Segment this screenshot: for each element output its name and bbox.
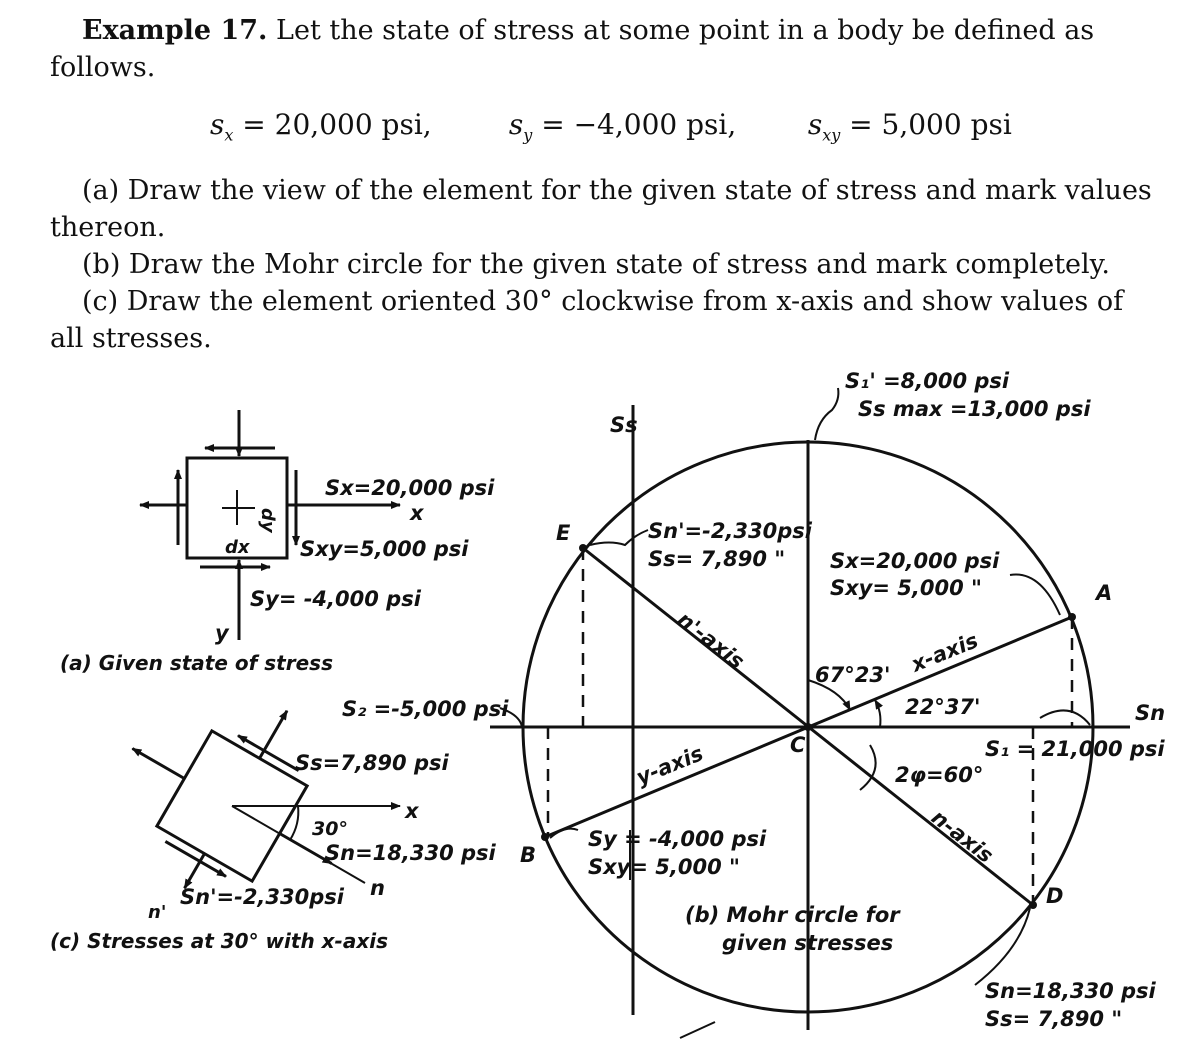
fig-c-snp-label: Sn'=-2,330psi <box>180 885 344 909</box>
x-axis-label: x-axis <box>907 628 982 677</box>
fig-a-sx-label: Sx=20,000 psi <box>325 476 495 500</box>
e-note-2: Ss= 7,890 " <box>648 547 786 571</box>
part-b: (b) Draw the Mohr circle for the given state of stress and mark completely. <box>82 249 1110 280</box>
mohr-caption-1: (b) Mohr circle for <box>685 903 900 927</box>
d-note-2: Ss= 7,890 " <box>985 1007 1123 1031</box>
point-e-label: E <box>556 521 571 545</box>
d-leader <box>975 908 1030 985</box>
example-label: Example 17. <box>82 15 268 46</box>
fig-a-y-axis: y <box>215 621 229 645</box>
fig-c-n-axis: n <box>370 876 385 900</box>
sn-axis-label: Sn <box>1135 701 1166 725</box>
fig-c-np-axis: n' <box>148 902 167 923</box>
given-sy: $s_y = -4,000$ psi, <box>508 108 737 145</box>
fig-a-x-axis: x <box>410 501 424 525</box>
b-note-1: Sy = -4,000 psi <box>588 827 767 851</box>
top-note-2: Ss max =13,000 psi <box>858 397 1091 421</box>
a-note-2: Sxy= 5,000 " <box>830 576 982 600</box>
two-phi-label: 2φ=60° <box>895 763 984 787</box>
s1-note: S₁ = 21,000 psi <box>985 737 1165 761</box>
y-axis-label: y-axis <box>632 741 707 790</box>
mohr-caption-2: given stresses <box>722 931 894 955</box>
point-d-label: D <box>1046 884 1064 908</box>
point-a-dot <box>1068 613 1076 621</box>
a-note-1: Sx=20,000 psi <box>830 549 1000 573</box>
n-axis-label: n-axis <box>926 805 998 868</box>
angle-67: 67°23' <box>815 663 891 687</box>
fig-c-caption: (c) Stresses at 30° with x-axis <box>50 929 388 953</box>
fig-a-caption: (a) Given state of stress <box>60 651 333 675</box>
sn-arrow-left <box>132 749 184 779</box>
fig-c-x-axis: x <box>405 799 419 823</box>
b-note-2: Sxy= 5,000 " <box>588 855 740 879</box>
fig-a-dx: dx <box>225 537 250 558</box>
fig-a-sy-label: Sy= -4,000 psi <box>250 587 421 611</box>
fig-c-angle: 30° <box>312 818 348 840</box>
d-note-1: Sn=18,330 psi <box>985 979 1156 1003</box>
ss-axis-label: Ss <box>610 413 638 437</box>
s1-leader <box>1040 710 1090 725</box>
given-sxy: $s_{xy} = 5,000$ psi <box>807 108 1012 145</box>
given-sx: $s_x = 20,000$ psi, <box>210 108 432 145</box>
e-note-1: Sn'=-2,330psi <box>648 519 812 543</box>
part-c: (c) Draw the element oriented 30° clockwise from x-axis and show values of all stresses. <box>50 286 1124 354</box>
fig-c-sn-label: Sn=18,330 psi <box>325 841 496 865</box>
np-axis-label: n'-axis <box>672 607 749 674</box>
point-b-label: B <box>520 843 537 867</box>
center-label: C <box>790 733 806 757</box>
center-dot <box>804 723 812 731</box>
angle-2phi-arc <box>860 745 876 790</box>
fig-c-ss-label: Ss=7,890 psi <box>295 751 449 775</box>
top-note-1: S₁' =8,000 psi <box>845 369 1010 393</box>
statement-text: Let the state of stress at some point in a body be defined as follows. <box>50 15 1095 83</box>
fig-a-sxy-label: Sxy=5,000 psi <box>300 537 469 561</box>
point-b-dot <box>541 833 549 841</box>
part-a: (a) Draw the view of the element for the given state of stress and mark values thereon. <box>50 175 1152 243</box>
angle-22-arc <box>875 700 880 727</box>
point-d-dot <box>1029 901 1037 909</box>
point-a-label: A <box>1096 581 1113 605</box>
angle-22: 22°37' <box>905 695 981 719</box>
fig-a-dy: dy <box>257 508 278 533</box>
s2-note: S₂ =-5,000 psi <box>342 697 509 721</box>
point-e-dot <box>579 544 587 552</box>
top-leader <box>815 388 838 440</box>
